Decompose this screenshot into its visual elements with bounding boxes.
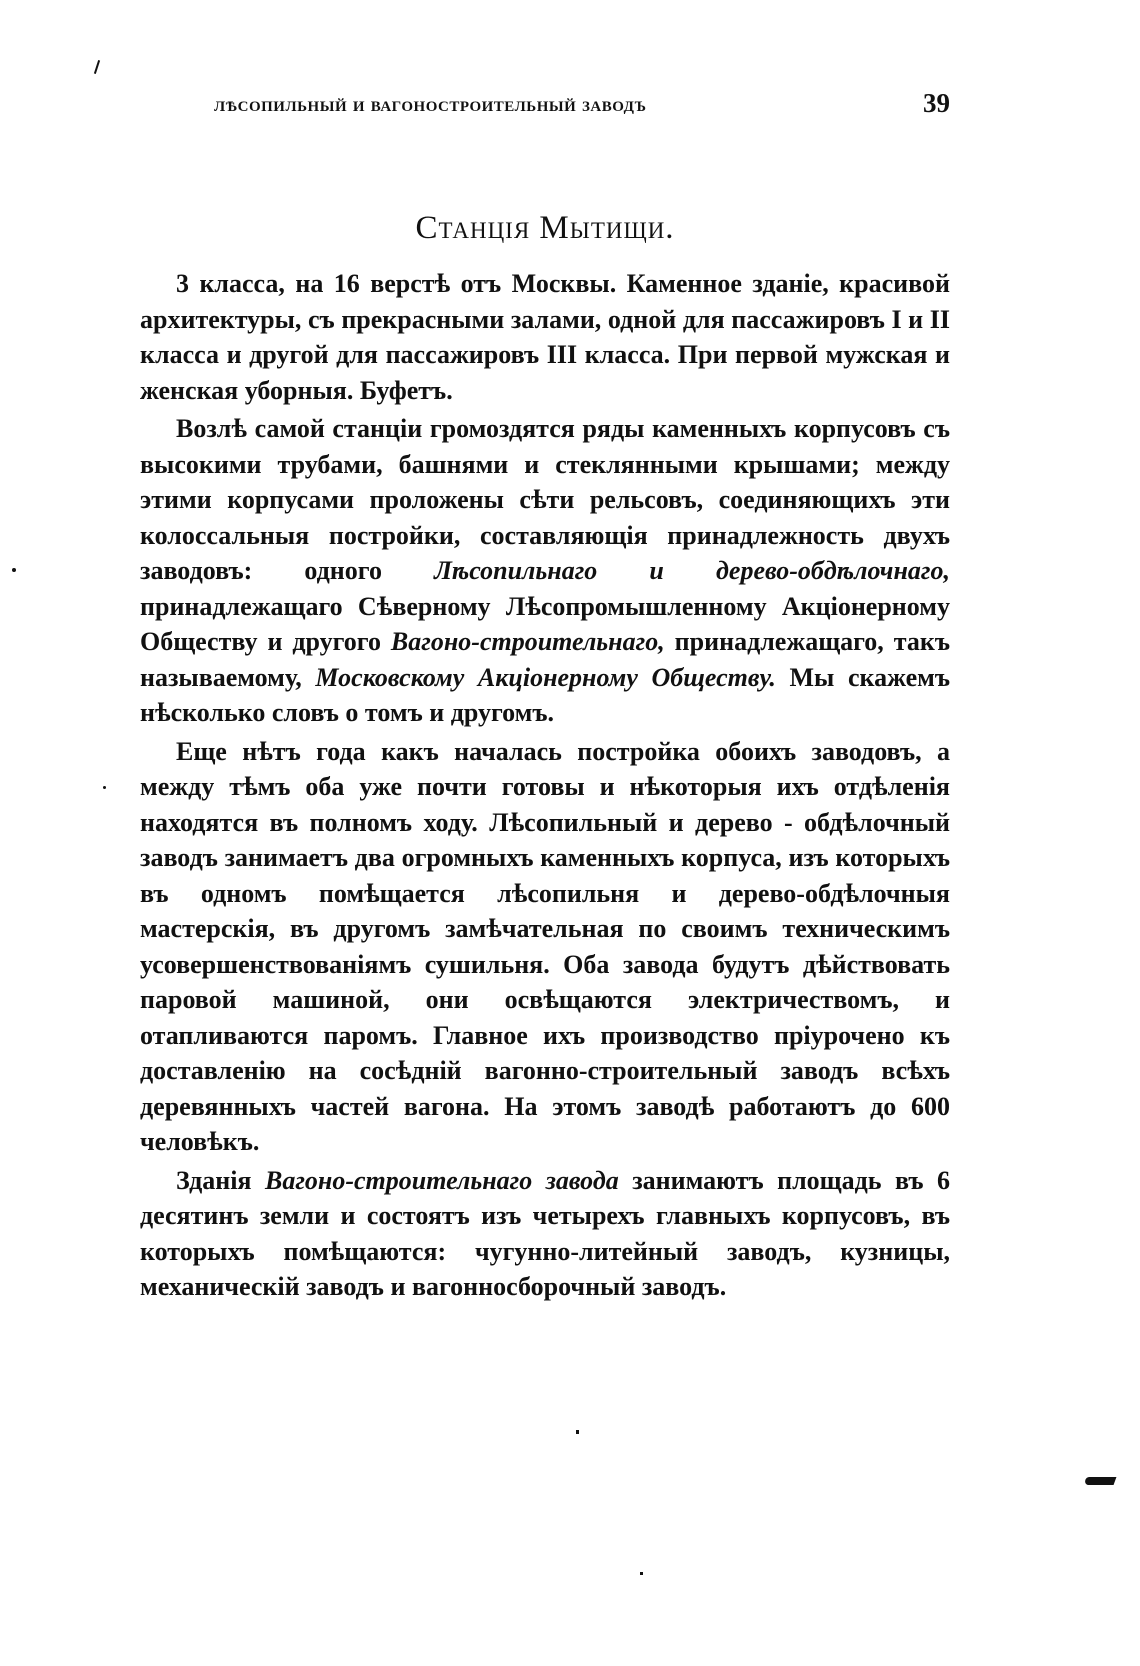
chapter-title: Станція Мытищи.: [415, 210, 675, 247]
italic-run: Лѣсопильнаго и дерево-обдѣлочнаго,: [434, 556, 950, 585]
scan-speck: [576, 1430, 579, 1434]
text-run: принадлежащаго Сѣверному Лѣсопромышленному Акціонерному Обществу и другого: [140, 591, 950, 656]
text-run: Возлѣ самой станціи громоздятся ряды каменныхъ корпусовъ съ высокими трубами, башнями и стеклянными крышами; между этими корпусами проложены сѣти рельсовъ, соединяющихъ эти колоссальныя постройки, составляющія принадлежность двухъ заводовъ: одного: [140, 414, 950, 585]
scan-speck: [640, 1572, 643, 1575]
running-header: [150, 88, 950, 128]
body-text: [140, 266, 950, 1308]
scan-mark: [94, 60, 100, 74]
paragraph: [140, 1163, 950, 1305]
text-run: 3 класса, на 16 верстѣ отъ Москвы. Каменное зданіе, красивой архитектуры, съ прекрасными залами, одной для пассажировъ I и II класса и другой для пассажировъ III класса. При первой мужская и женская уборныя. Буфетъ.: [140, 269, 950, 405]
paragraph: [140, 411, 950, 731]
page-number: 39: [923, 88, 950, 118]
text-run: занимаютъ площадь въ 6 десятинъ земли и состоятъ изъ четырехъ главныхъ корпусовъ, въ которыхъ помѣщаются: чугунно-литейный заводъ, кузницы, механическій заводъ и вагонносборочный заводъ.: [140, 1165, 951, 1301]
running-title: лѣсопильный и вагоностроительный заводъ: [214, 92, 647, 116]
scan-speck: [103, 786, 106, 789]
scan-speck: [12, 568, 16, 572]
italic-run: Вагоно-строительнаго завода: [264, 1165, 619, 1195]
italic-run: Московскому Акціонерному Обществу.: [315, 662, 776, 692]
scan-smudge: [1084, 1477, 1117, 1485]
paragraph: [140, 266, 950, 408]
text-run: принадлежащаго, такъ называемому,: [140, 627, 950, 692]
text-run: Мы скажемъ нѣсколько словъ о томъ и другомъ.: [140, 662, 951, 727]
italic-run: Вагоно-строительнаго,: [390, 627, 665, 656]
paragraph: [140, 734, 950, 1160]
text-run: Зданія: [176, 1165, 265, 1195]
text-run: Еще нѣтъ года какъ началась постройка обоихъ заводовъ, а между тѣмъ оба уже почти готовы и нѣкоторыя ихъ отдѣленія находятся въ полномъ ходу. Лѣсопильный и дерево - обдѣлочный заводъ занимаетъ два огромныхъ каменныхъ корпуса, изъ которыхъ въ одномъ помѣщается лѣсопильня и дерево-обдѣлочныя мастерскія, въ другомъ замѣчательная по своимъ техническимъ усовершенствованіямъ сушильня. Оба завода будутъ дѣйствовать паровой машиной, они освѣщаются электричествомъ, и отапливаются паромъ. Главное ихъ производство пріурочено къ доставленію на сосѣдній вагонно-строительный заводъ всѣхъ деревянныхъ частей вагона. На этомъ заводѣ работаютъ до 600 человѣкъ.: [140, 736, 950, 1156]
